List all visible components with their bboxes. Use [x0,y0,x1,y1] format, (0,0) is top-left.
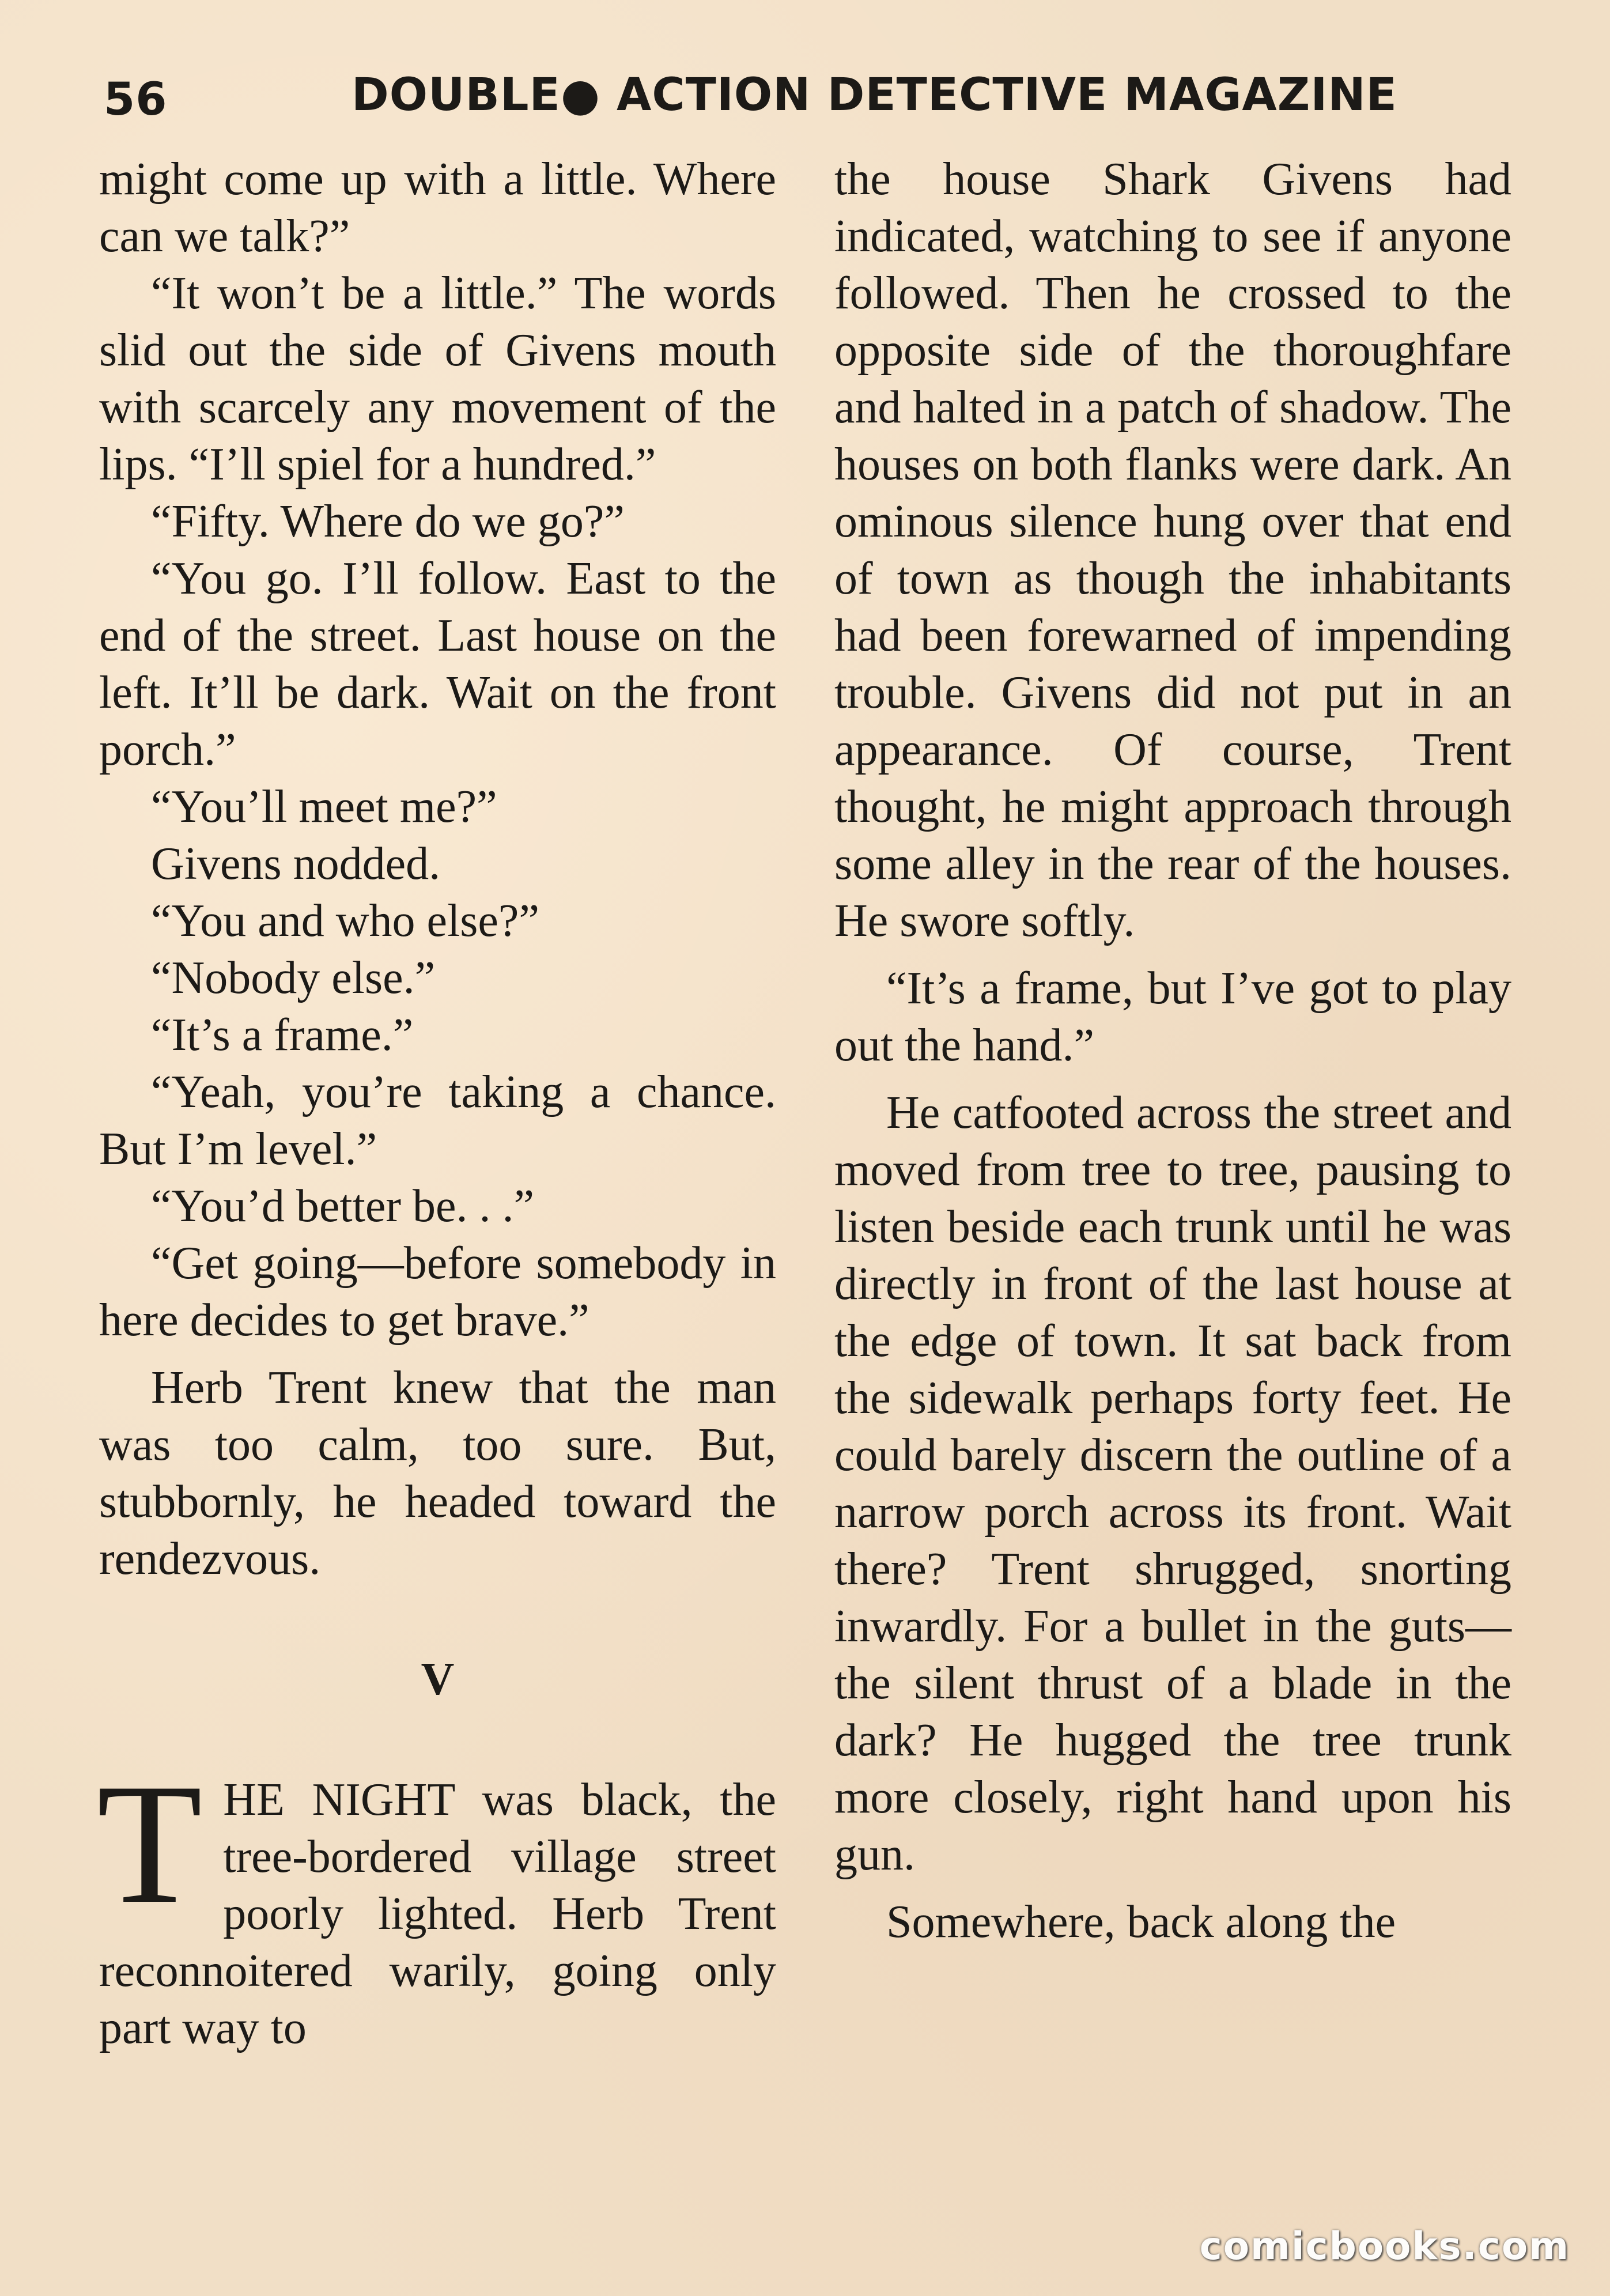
magazine-title: DOUBLE● ACTION DETECTIVE MAGAZINE [352,69,1397,121]
paragraph: might come up with a little. Where can we talk?” [99,154,776,262]
chapter-opening-paragraph [97,1748,776,2057]
paragraph: Herb Trent knew that the man was too calm, too sure. But, stubbornly, he headed toward the rendezvous. [99,1362,776,1584]
paragraph: “You’d better be. . .” [151,1181,535,1232]
drop-cap-letter: T [97,1748,203,1939]
paragraph: “Nobody else.” [151,953,436,1003]
chapter-opening-text: HE NIGHT was black, the tree-bordered village street poorly lighted. Herb Trent reconnoitered warily, going only part way to [99,1774,776,2053]
paragraph: “It’s a frame.” [151,1010,414,1060]
right-column [834,151,1511,1951]
paragraph: “It won’t be a little.” The words slid out the side of Givens mouth with scarcely any movement of the lips. “I’ll spiel for a hundred.” [99,268,776,490]
section-numeral: V [421,1654,455,1705]
paragraph: “You go. I’ll follow. East to the end of the street. Last house on the left. It’ll be dark. Wait on the front porch.” [99,553,776,775]
paragraph: He catfooted across the street and moved from tree to tree, pausing to listen beside each trunk until he was directly in front of the last house at the edge of town. It sat back from the sidewalk perhaps forty feet. He could barely discern the outline of a narrow porch across its front. Wait there? Trent shrugged, snorting inwardly. For a bullet in the guts—the silent thrust of a blade in the dark? He hugged the tree trunk more closely, right hand upon his gun. [834,1087,1511,1880]
paragraph: “Yeah, you’re taking a chance. But I’m level.” [99,1067,776,1175]
paragraph: the house Shark Givens had indicated, watching to see if anyone followed. Then he crossed to the opposite side of the thoroughfare and halted in a patch of shadow. The houses on both flanks were dark. An ominous silence hung over that end of town as though the inhabitants had been forewarned of impending trouble. Givens did not put in an appearance. Of course, Trent thought, he might approach through some alley in the rear of the houses. He swore softly. [834,154,1511,946]
paragraph: “Get going—before somebody in here decides to get brave.” [99,1238,776,1346]
left-column [99,151,776,2057]
paragraph: “Fifty. Where do we go?” [151,496,625,547]
paragraph: “You’ll meet me?” [151,781,497,832]
page-header [98,69,1515,127]
page-number: 56 [104,74,168,126]
paragraph: “You and who else?” [151,896,539,946]
paragraph: Givens nodded. [151,839,441,889]
paragraph: Somewhere, back along the [886,1897,1396,1947]
paragraph: “It’s a frame, but I’ve got to play out the hand.” [834,963,1511,1071]
watermark: comicbooks.com [1199,2224,1570,2268]
